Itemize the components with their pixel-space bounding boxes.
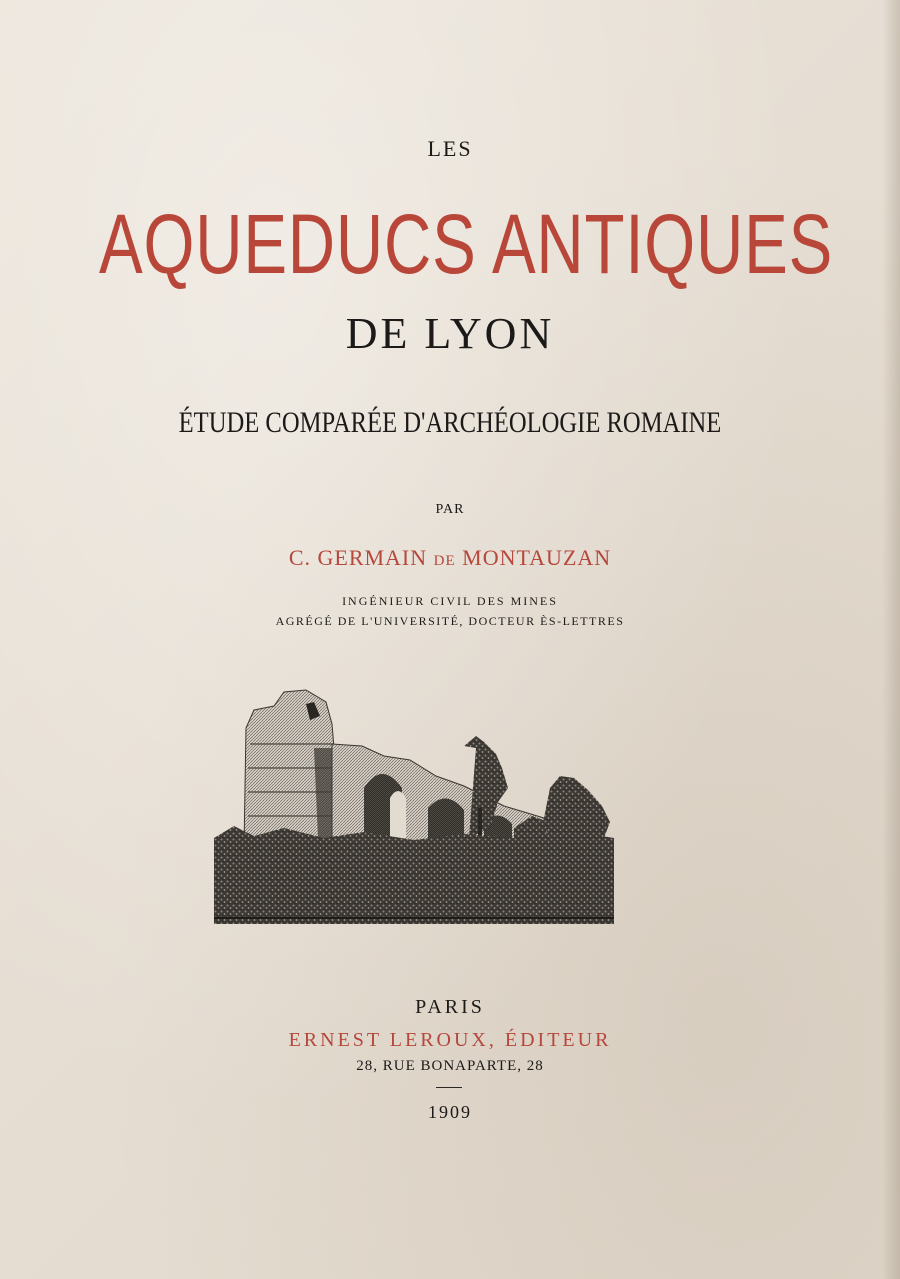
title-article: LES xyxy=(427,136,473,161)
author-particle: DE xyxy=(433,553,456,569)
divider-rule xyxy=(436,1087,462,1088)
publisher-address: 28, RUE BONAPARTE, 28 xyxy=(356,1058,544,1074)
author-last: MONTAUZAN xyxy=(462,545,612,570)
author-name xyxy=(0,545,900,571)
page-edge-shadow xyxy=(882,0,900,1279)
author-credential-2: AGRÉGÉ DE L'UNIVERSITÉ, DOCTEUR ÈS-LETTRES xyxy=(275,614,625,628)
by-label: PAR xyxy=(435,502,465,517)
book-title-line2: DE LYON xyxy=(345,309,555,358)
aqueduct-ruins-engraving-icon xyxy=(214,688,614,924)
book-title: AQUEDUCS ANTIQUES xyxy=(99,197,834,291)
author-first: C. GERMAIN xyxy=(288,545,428,570)
author-credential-1: INGÉNIEUR CIVIL DES MINES xyxy=(342,594,558,608)
publisher-city: PARIS xyxy=(415,996,485,1018)
book-subtitle: ÉTUDE COMPARÉE D'ARCHÉOLOGIE ROMAINE xyxy=(178,406,722,439)
publisher-name: ERNEST LEROUX, ÉDITEUR xyxy=(288,1029,612,1051)
publication-year: 1909 xyxy=(428,1102,472,1122)
